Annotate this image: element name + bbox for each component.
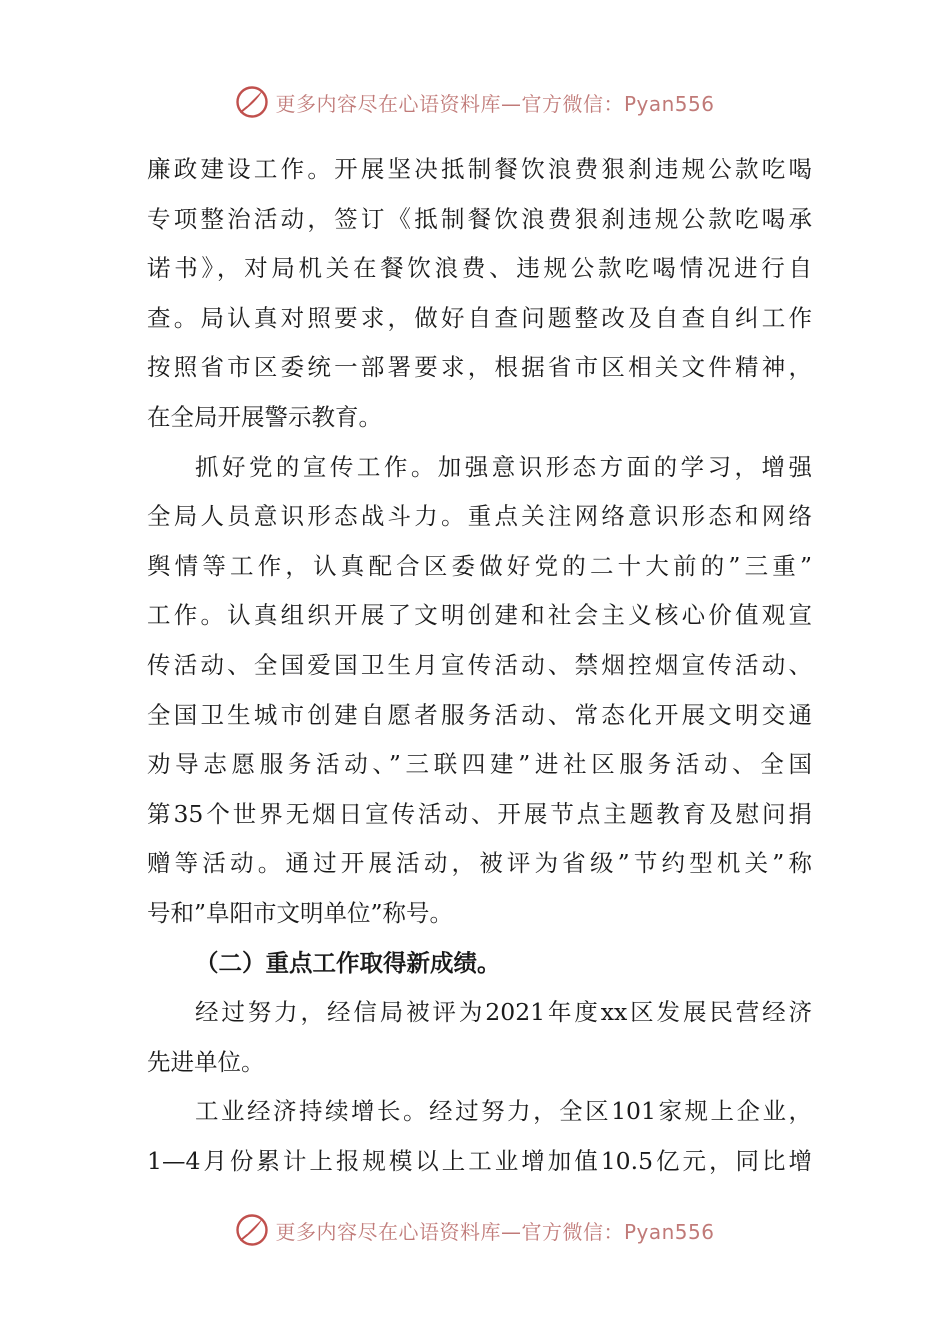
body-line: 先进单位。 [147,1047,265,1076]
body-line: 号和”阜阳市文明单位”称号。 [147,898,454,927]
body-line: 第35个世界无烟日宣传活动、开展节点主题教育及慰问捐 [147,799,812,828]
body-line: 工作。认真组织开展了文明创建和社会主义核心价值观宣 [147,601,812,630]
body-line: 按照省市区委统一部署要求，根据省市区相关文件精神， [147,353,812,382]
body-line: 舆情等工作，认真配合区委做好党的二十大前的”三重” [147,551,812,580]
body-line: 诺书》，对局机关在餐饮浪费、违规公款吃喝情况进行自 [147,254,812,283]
watermark-text: 更多内容尽在心语资料库—官方微信：Pyan556 [275,1219,715,1244]
body-line: 在全局开展警示教育。 [147,402,382,431]
paragraph-start-line: 经过努力，经信局被评为2021年度xx区发展民营经济 [195,998,812,1027]
section-heading: （二）重点工作取得新成绩。 [195,948,501,977]
body-line: 全国卫生城市创建自愿者服务活动、常态化开展文明交通 [147,700,812,729]
body-line: 查。局认真对照要求，做好自查问题整改及自查自纠工作 [147,303,812,332]
quill-logo-icon [235,1213,269,1247]
quill-logo-icon [235,85,269,119]
body-line: 专项整治活动，签订《抵制餐饮浪费狠刹违规公款吃喝承 [147,204,812,233]
body-line: 廉政建设工作。开展坚决抵制餐饮浪费狠刹违规公款吃喝 [147,155,812,183]
header-watermark [0,82,950,122]
paragraph-start-line: 抓好党的宣传工作。加强意识形态方面的学习，增强 [195,452,812,481]
watermark-text: 更多内容尽在心语资料库—官方微信：Pyan556 [275,91,715,116]
body-line: 劝导志愿服务活动、”三联四建”进社区服务活动、全国 [147,750,812,779]
body-line: 1—4月份累计上报规模以上工业增加值10.5亿元，同比增 [147,1146,812,1175]
body-line: 全局人员意识形态战斗力。重点关注网络意识形态和网络 [147,502,812,531]
document-body [147,145,812,1186]
body-line: 赠等活动。通过开展活动，被评为省级”节约型机关”称 [147,849,812,878]
paragraph-start-line: 工业经济持续增长。经过努力，全区101家规上企业， [195,1097,812,1126]
footer-watermark [0,1210,950,1250]
body-line: 传活动、全国爱国卫生月宣传活动、禁烟控烟宣传活动、 [147,650,812,679]
